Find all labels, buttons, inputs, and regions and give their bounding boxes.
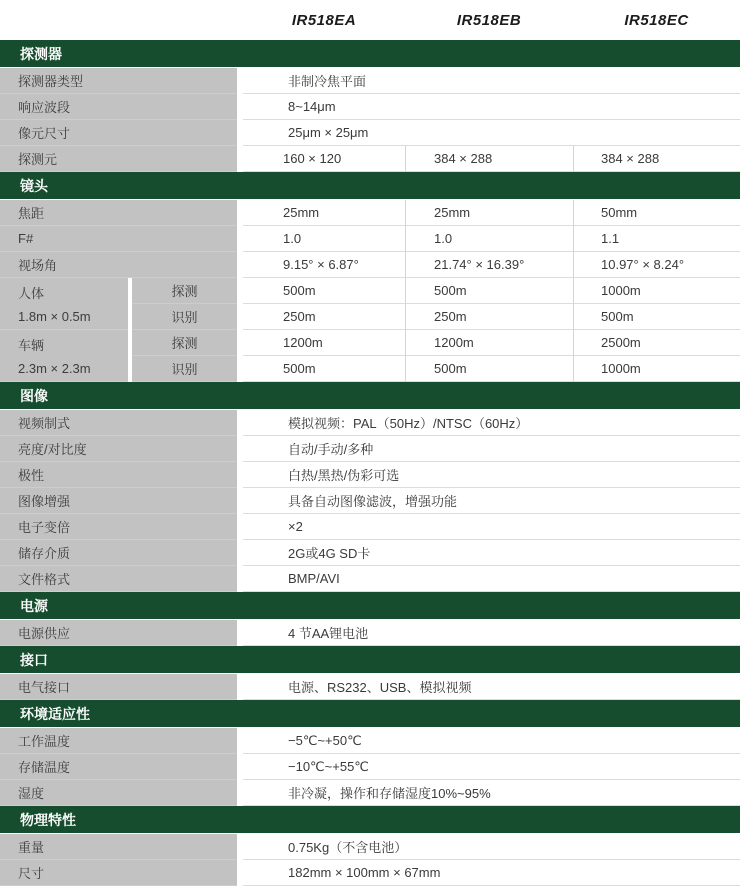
row-value: −5℃~+50℃ [243, 728, 740, 754]
section-header: 镜头 [0, 172, 740, 199]
value-cells [243, 356, 740, 382]
table-row [0, 754, 740, 780]
value-cell: 250m [405, 304, 573, 330]
value-cells [243, 330, 740, 356]
value-cell: 250m [243, 304, 405, 330]
row-label: 文件格式 [0, 566, 237, 592]
value-cells [243, 200, 740, 226]
spec-table [0, 40, 740, 886]
group-label-line1: 人体 [18, 286, 45, 301]
value-cells [243, 278, 740, 304]
row-label: 存储温度 [0, 754, 237, 780]
table-row [0, 540, 740, 566]
row-label: 响应波段 [0, 94, 237, 120]
table-row [132, 330, 740, 356]
value-cells [243, 252, 740, 278]
table-row [132, 356, 740, 382]
value-cell: 500m [573, 304, 740, 330]
table-row [0, 462, 740, 488]
row-value: 非制冷焦平面 [243, 68, 740, 94]
row-value: 白热/黑热/伪彩可选 [243, 462, 740, 488]
row-label: 像元尺寸 [0, 120, 237, 146]
table-row-group [0, 278, 740, 330]
value-cell: 500m [243, 356, 405, 382]
table-row [0, 226, 740, 252]
section-header: 物理特性 [0, 806, 740, 833]
value-cell: 500m [243, 278, 405, 304]
value-cell: 25mm [243, 200, 405, 226]
table-row [132, 278, 740, 304]
table-row [132, 304, 740, 330]
value-cell: 2500m [573, 330, 740, 356]
table-row [0, 514, 740, 540]
row-label: 亮度/对比度 [0, 436, 237, 462]
row-value: −10℃~+55℃ [243, 754, 740, 780]
row-value: 非冷凝，操作和存储湿度10%~95% [243, 780, 740, 806]
row-value: ×2 [243, 514, 740, 540]
table-row [0, 566, 740, 592]
group-label [0, 330, 128, 382]
row-sublabel: 探测 [132, 278, 237, 304]
group-label-line2: 2.3m × 2.3m [18, 361, 91, 376]
value-cell: 21.74° × 16.39° [405, 252, 573, 278]
value-cell: 10.97° × 8.24° [573, 252, 740, 278]
table-row [0, 410, 740, 436]
value-cells [243, 304, 740, 330]
row-sublabel: 探测 [132, 330, 237, 356]
row-value: 模拟视频：PAL（50Hz）/NTSC（60Hz） [243, 410, 740, 436]
row-label: 储存介质 [0, 540, 237, 566]
value-cell: 50mm [573, 200, 740, 226]
section-header: 图像 [0, 382, 740, 409]
row-label: F# [0, 226, 237, 252]
table-row [0, 860, 740, 886]
row-value: BMP/AVI [243, 566, 740, 592]
table-row [0, 780, 740, 806]
row-label: 尺寸 [0, 860, 237, 886]
table-row [0, 728, 740, 754]
value-cell: 25mm [405, 200, 573, 226]
group-label-line1: 车辆 [18, 338, 45, 353]
table-row [0, 200, 740, 226]
table-row [0, 120, 740, 146]
row-label: 电子变倍 [0, 514, 237, 540]
table-row [0, 68, 740, 94]
row-label: 重量 [0, 834, 237, 860]
row-sublabel: 识别 [132, 356, 237, 382]
row-value: 0.75Kg（不含电池） [243, 834, 740, 860]
group-subrows [132, 278, 740, 330]
row-sublabel: 识别 [132, 304, 237, 330]
row-label: 视场角 [0, 252, 237, 278]
row-label: 探测元 [0, 146, 237, 172]
table-row-group [0, 330, 740, 382]
table-row [0, 436, 740, 462]
row-label: 湿度 [0, 780, 237, 806]
value-cell: 1.0 [243, 226, 405, 252]
value-cell: 1.0 [405, 226, 573, 252]
table-row [0, 94, 740, 120]
value-cell: 1000m [573, 356, 740, 382]
row-label: 电源供应 [0, 620, 237, 646]
value-cell: 384 × 288 [573, 146, 740, 172]
section-header: 接口 [0, 646, 740, 673]
value-cells [243, 146, 740, 172]
section-header: 探测器 [0, 40, 740, 67]
table-row [0, 834, 740, 860]
value-cell: 1.1 [573, 226, 740, 252]
row-value: 182mm × 100mm × 67mm [243, 860, 740, 886]
group-label [0, 278, 128, 330]
value-cell: 160 × 120 [243, 146, 405, 172]
row-value: 25μm × 25μm [243, 120, 740, 146]
value-cell: 1200m [243, 330, 405, 356]
model-name-ir518ea: IR518EA [291, 11, 357, 29]
section-header: 电源 [0, 592, 740, 619]
row-value: 电源、RS232、USB、模拟视频 [243, 674, 740, 700]
row-value: 具备自动图像滤波，增强功能 [243, 488, 740, 514]
row-label: 工作温度 [0, 728, 237, 754]
model-name-ir518eb: IR518EB [456, 11, 522, 29]
row-value: 自动/手动/多种 [243, 436, 740, 462]
value-cell: 1000m [573, 278, 740, 304]
table-row [0, 146, 740, 172]
value-cell: 1200m [405, 330, 573, 356]
table-row [0, 252, 740, 278]
row-label: 探测器类型 [0, 68, 237, 94]
value-cells [243, 226, 740, 252]
model-name-ir518ec: IR518EC [624, 11, 689, 29]
row-label: 视频制式 [0, 410, 237, 436]
group-label-line2: 1.8m × 0.5m [18, 309, 91, 324]
row-label: 图像增强 [0, 488, 237, 514]
row-value: 2G或4G SD卡 [243, 540, 740, 566]
models-header [0, 0, 740, 40]
table-row [0, 620, 740, 646]
table-row [0, 674, 740, 700]
section-header: 环境适应性 [0, 700, 740, 727]
value-cell: 384 × 288 [405, 146, 573, 172]
value-cell: 500m [405, 356, 573, 382]
value-cell: 9.15° × 6.87° [243, 252, 405, 278]
row-value: 8~14μm [243, 94, 740, 120]
row-value: 4 节AA锂电池 [243, 620, 740, 646]
row-label: 电气接口 [0, 674, 237, 700]
row-label: 极性 [0, 462, 237, 488]
group-subrows [132, 330, 740, 382]
value-cell: 500m [405, 278, 573, 304]
table-row [0, 488, 740, 514]
row-label: 焦距 [0, 200, 237, 226]
